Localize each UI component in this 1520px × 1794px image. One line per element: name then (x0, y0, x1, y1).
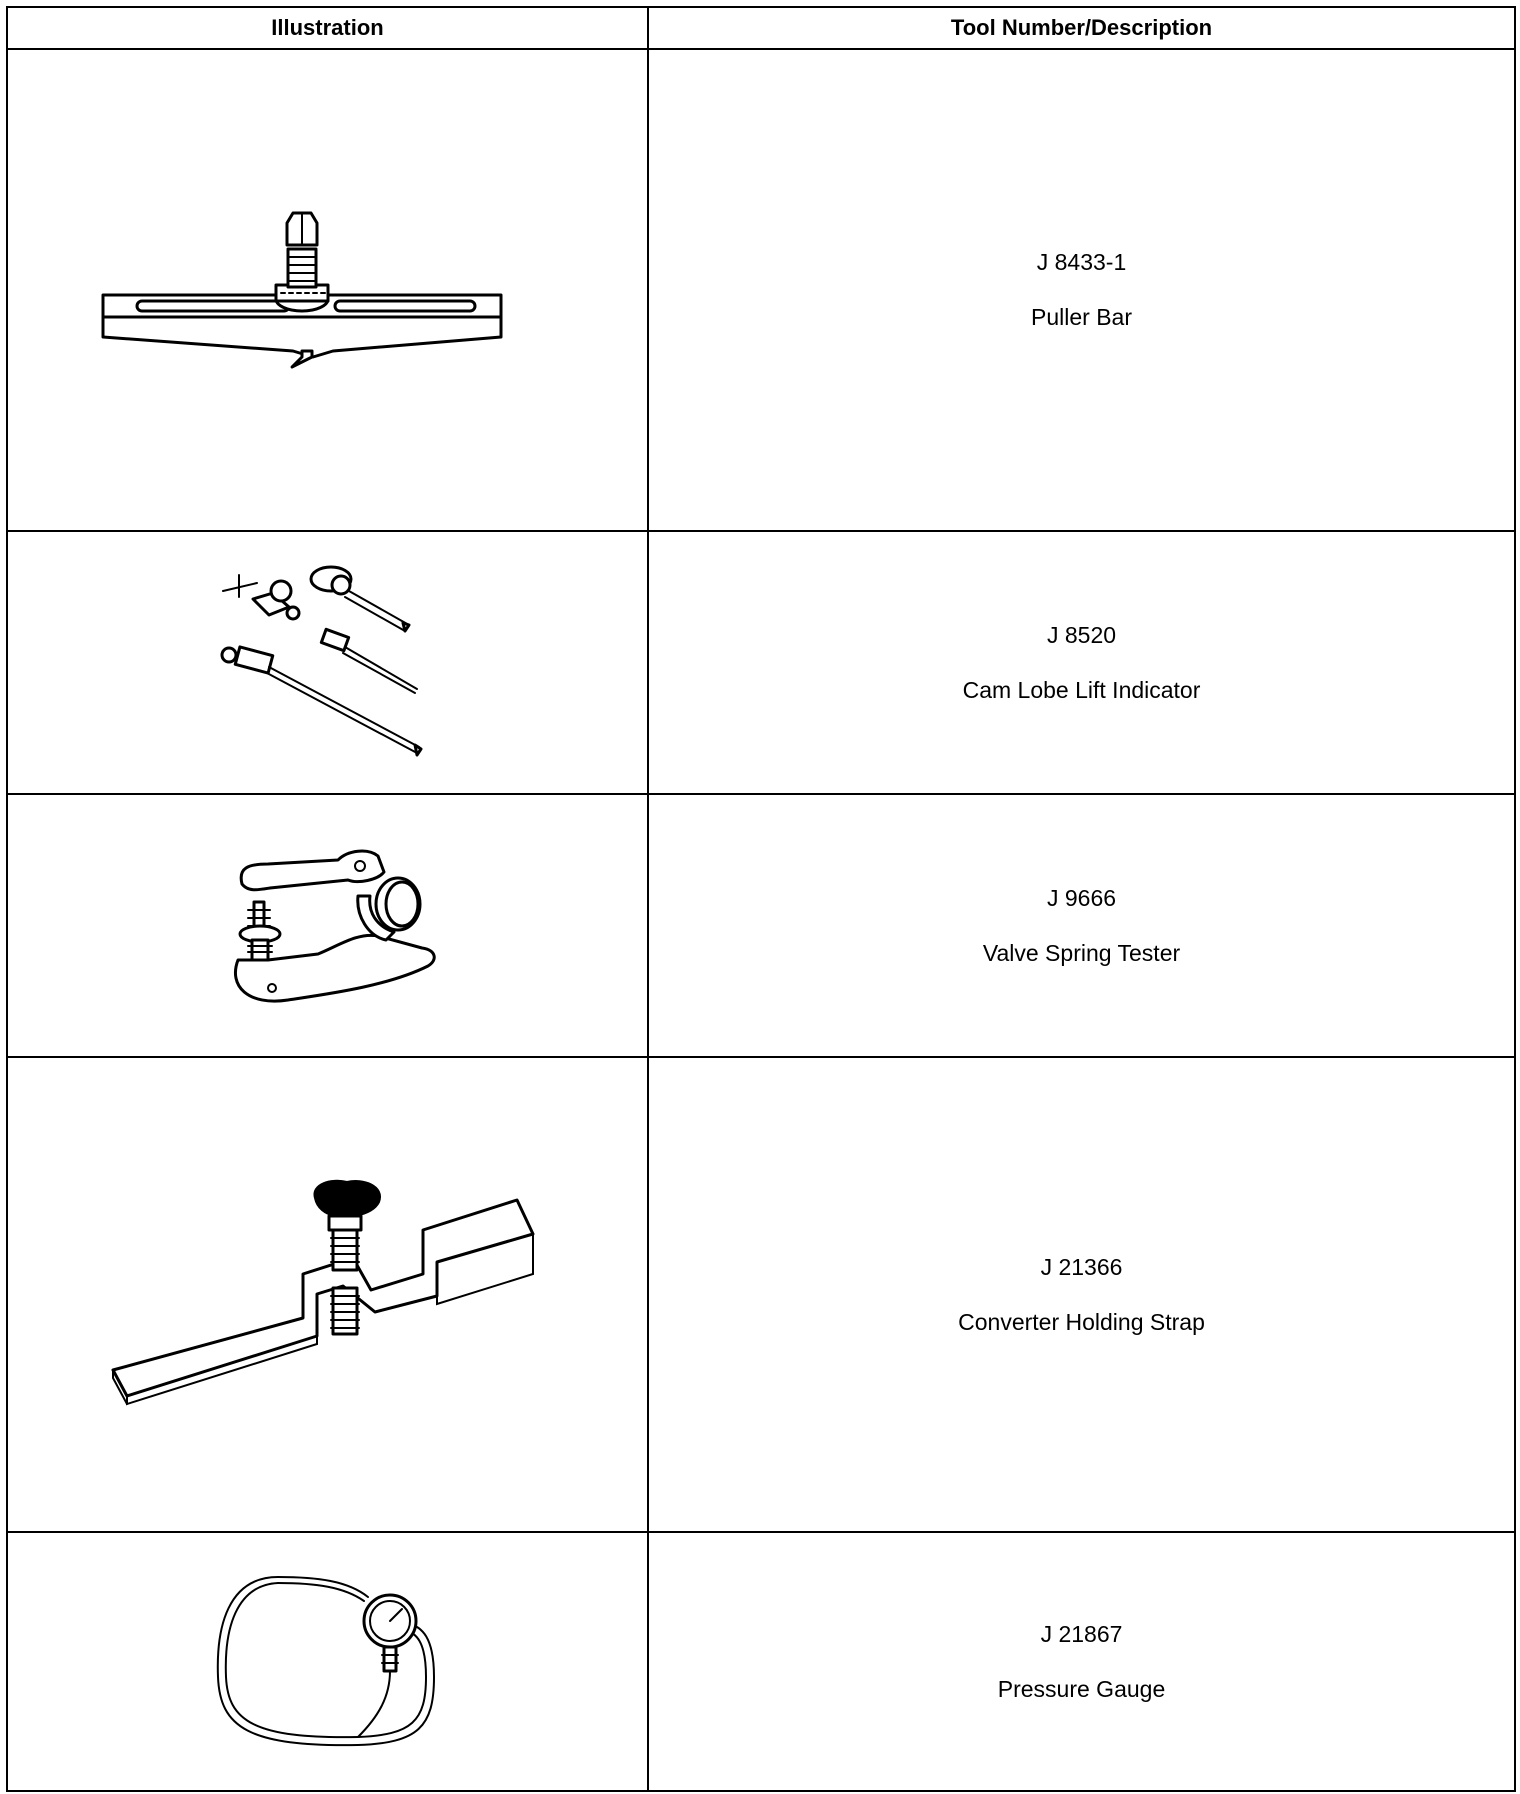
illustration-cell (7, 1057, 648, 1532)
table-row (7, 531, 1515, 794)
illustration-cell (7, 49, 648, 531)
tool-description-cell (648, 794, 1515, 1057)
header-row (7, 7, 1515, 49)
table-row (7, 1532, 1515, 1791)
table-row (7, 1057, 1515, 1532)
illustration-cell (7, 1532, 648, 1791)
header-tool-number-description: Tool Number/Description (648, 7, 1515, 49)
table-row (7, 794, 1515, 1057)
tool-description: Converter Holding Strap (958, 1308, 1205, 1335)
tool-description-cell (648, 531, 1515, 794)
cam-lobe-lift-indicator-illustration (213, 563, 443, 763)
tool-description-cell (648, 49, 1515, 531)
tool-description: Puller Bar (1031, 304, 1132, 330)
tool-number: J 8520 (1046, 621, 1117, 648)
tool-description-cell (648, 1057, 1515, 1532)
tool-description: Pressure Gauge (997, 1675, 1166, 1702)
tool-description: Cam Lobe Lift Indicator (962, 676, 1201, 703)
tool-number: J 21366 (1040, 1253, 1123, 1280)
tool-number: J 21867 (1040, 1620, 1123, 1647)
tool-description-cell (648, 1532, 1515, 1791)
pressure-gauge-illustration (208, 1567, 448, 1757)
tool-description: Valve Spring Tester (982, 939, 1181, 966)
illustration-cell (7, 531, 648, 794)
header-illustration: Illustration (7, 7, 648, 49)
converter-holding-strap-illustration (103, 1170, 553, 1420)
puller-bar-illustration (93, 205, 563, 375)
valve-spring-tester-illustration (208, 836, 448, 1016)
tool-number: J 9666 (1046, 884, 1117, 911)
illustration-cell (7, 794, 648, 1057)
tool-number: J 8433-1 (1036, 249, 1127, 275)
table-row (7, 49, 1515, 531)
tools-table (6, 6, 1516, 1792)
